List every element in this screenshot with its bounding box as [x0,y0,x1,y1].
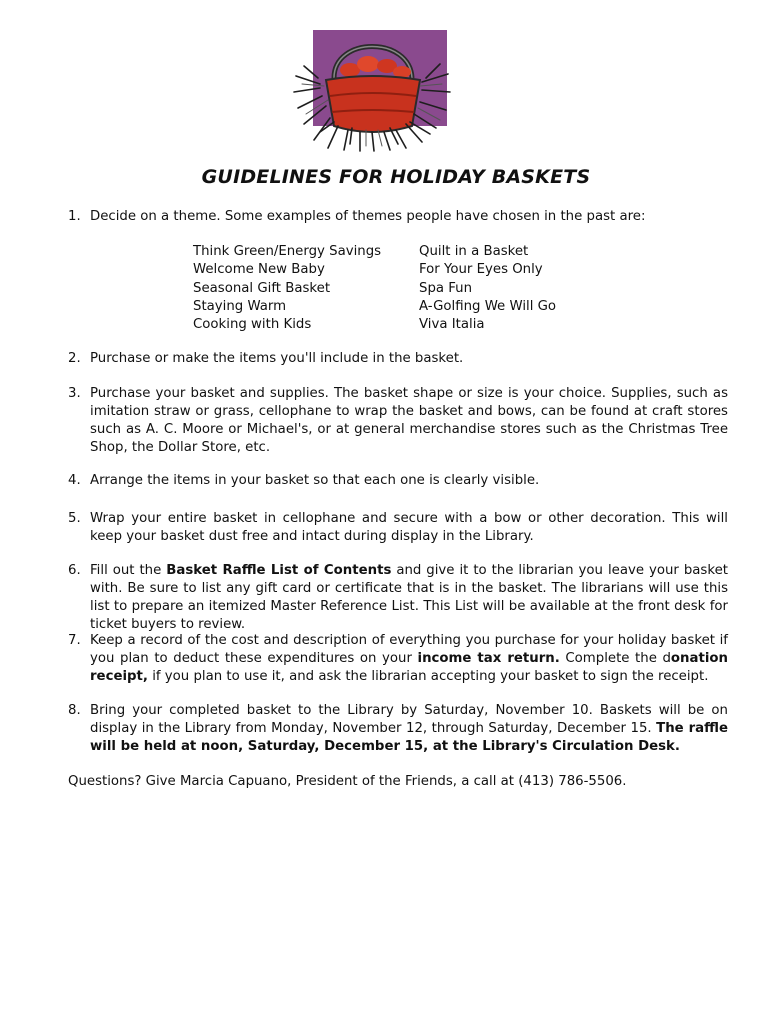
theme-item: Viva Italia [419,317,485,333]
item-text-pre: Keep a record of the cost and description of everything you purchase for your holiday basket if you plan to deduct these expenditures on your [90,633,728,666]
item-number: 2. [68,351,81,366]
theme-item: Spa Fun [419,280,473,296]
holiday-basket-icon [290,26,454,152]
list-item [68,350,728,368]
list-item [68,562,728,634]
theme-item: Quilt in a Basket [419,244,529,259]
raffle-date-bold: The raffle will be held at noon, Saturday, December 15, at the Library's Circulation Desk. [90,721,728,754]
item-number: 7. [68,633,81,648]
theme-item: For Your Eyes Only [419,262,543,278]
item-text [90,702,728,756]
income-tax-return-bold: income tax return. [417,651,560,666]
item-text-mid: Complete the d [559,651,671,666]
theme-item: Cooking with Kids [193,317,312,333]
theme-column-right [419,243,556,334]
item-number: 3. [68,386,81,401]
list-item [68,702,728,756]
item-text-pre: Fill out the [90,563,167,578]
item-text: Wrap your entire basket in cellophane and secure with a bow or other decoration. This will keep your basket dust free and intact during display in the Library. [90,511,728,544]
item-text: Purchase or make the items you'll include in the basket. [90,351,464,366]
donation-receipt-bold: onation receipt, [90,651,728,684]
questions-contact: Questions? Give Marcia Capuano, President of the Friends, a call at (413) 786-5506. [68,774,627,789]
theme-item: Seasonal Gift Basket [193,280,331,296]
item-text: Decide on a theme. Some examples of themes people have chosen in the past are: [90,209,646,224]
item-text-post: if you plan to use it, and ask the librarian accepting your basket to sign the receipt. [147,669,709,684]
basket-raffle-list-bold: Basket Raffle List of Contents [166,563,392,578]
item-text [90,632,728,686]
item-text-post: and give it to the librarian you leave your basket with. Be sure to list any gift card or certificate that is in the basket. The librarians will use this list to prepare an itemized Master Reference List. This List will be available at the front desk for ticket buyers to review. [90,563,728,632]
list-item [68,510,728,546]
list-item [68,632,728,686]
item-number: 1. [68,209,81,224]
list-item [68,208,728,226]
item-text-pre: Bring your completed basket to the Library by Saturday, November 10. Baskets will be on display in the Library from Monday, November 12, through Saturday, December 15. [90,703,728,736]
theme-column-left [193,243,381,334]
page-title: GUIDELINES FOR HOLIDAY BASKETS [201,166,591,188]
item-number: 4. [68,473,81,488]
list-item [68,472,728,490]
theme-item: A-Golfing We Will Go [419,298,557,314]
list-item [68,385,728,457]
item-text [90,562,728,634]
item-text: Arrange the items in your basket so that each one is clearly visible. [90,473,540,488]
item-text: Purchase your basket and supplies. The basket shape or size is your choice. Supplies, such as imitation straw or grass, cellophane to wrap the basket and bows, can be found at craft stores such as A. C. Moore or Michael's, or at general merchandise stores such as the Christmas Tree Shop, the Dollar Store, etc. [90,386,728,455]
item-number: 6. [68,563,81,578]
theme-item: Welcome New Baby [193,262,325,278]
item-number: 5. [68,511,81,526]
item-number: 8. [68,703,81,718]
theme-item: Staying Warm [193,298,287,314]
theme-item: Think Green/Energy Savings [193,244,382,259]
